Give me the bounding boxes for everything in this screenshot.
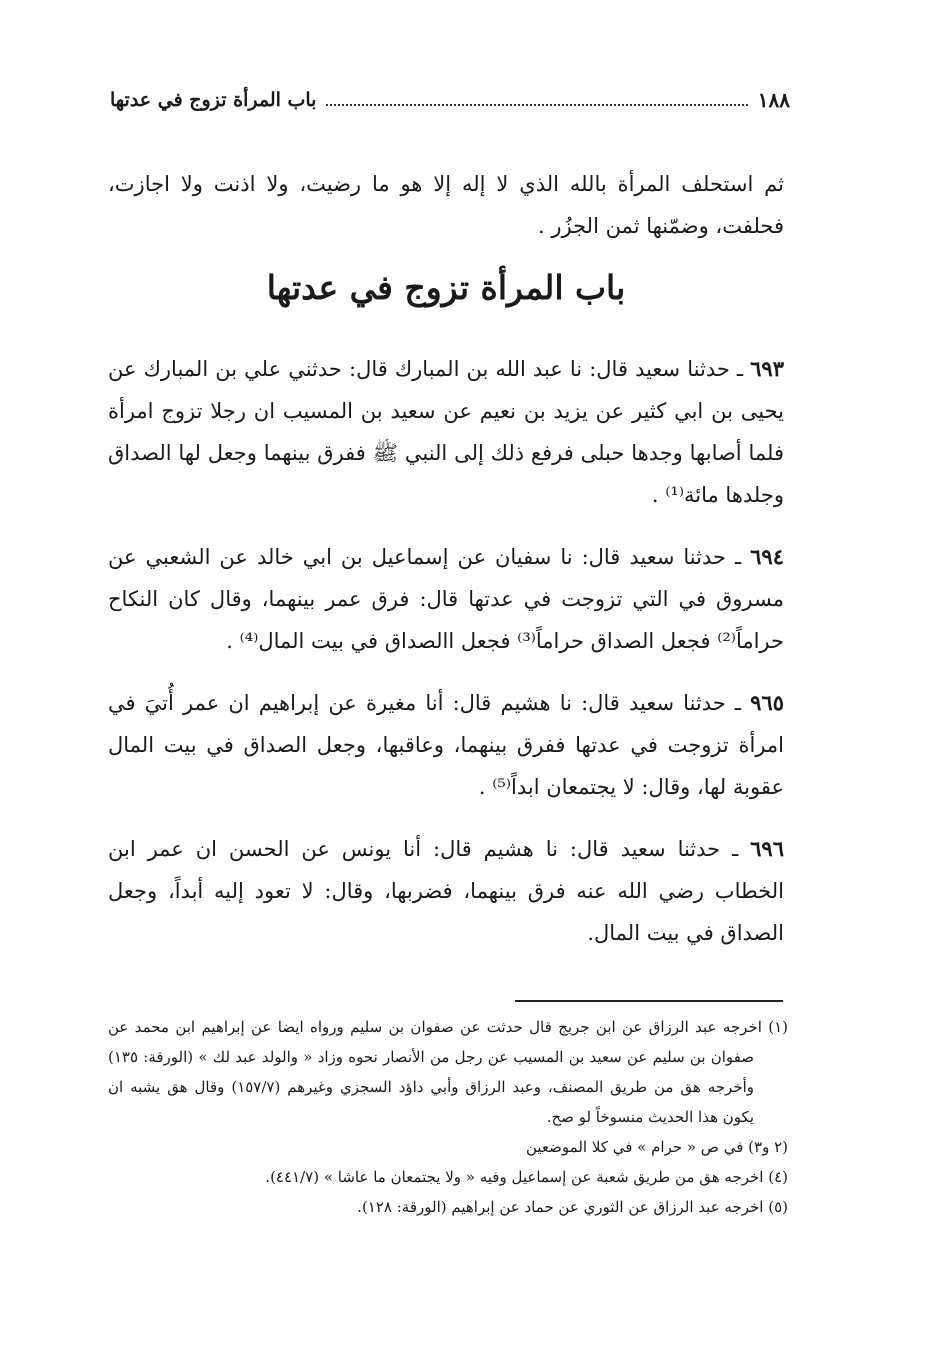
- hadith-paragraph: [108, 348, 784, 516]
- hadith-paragraph: [108, 682, 784, 808]
- running-header-title: باب المرأة تزوج في عدتها: [110, 89, 317, 111]
- hadith-dash: ـ: [720, 837, 739, 861]
- hadith-dash: ـ: [729, 357, 744, 381]
- hadith-number: ٩٦٥: [750, 690, 784, 715]
- hadith-number: ٦٩٦: [750, 836, 784, 861]
- footnote: (٥) اخرجه عبد الرزاق عن الثوري عن حماد عن إبراهيم (الورقة: ١٢٨).: [357, 1198, 788, 1216]
- hadith-text: حدثنا سعيد قال: نا سفيان عن إسماعيل بن ابي خالد عن الشعبي عن مسروق في التي تزوجت في عدتها قال: فرق عمر بينهما، وقال كان النكاح حراماً⁽²⁾ فجعل الصداق حراماً⁽³⁾ فجعل االصداق في بيت المال⁽⁴⁾ .: [108, 545, 784, 653]
- hadith-dash: ـ: [725, 691, 742, 715]
- footnote-divider: [515, 1000, 783, 1002]
- hadith-list: [108, 348, 784, 974]
- hadith-paragraph: [108, 536, 784, 662]
- intro-paragraph: ثم استحلف المرأة بالله الذي لا إله إلا هو ما رضيت، ولا اذنت ولا اجازت، فحلفت، وضمّنها ثمن الجزُر .: [108, 172, 784, 238]
- footnote: (٢ و٣) في ص « حرام » في كلا الموضعين: [525, 1138, 788, 1156]
- hadith-text: حدثنا سعيد قال: نا هشيم قال: أنا مغيرة عن إبراهيم ان عمر أُتيَ في امرأة تزوجت في عدتها ففرق بينهما، وعاقبها، وجعل الصداق في بيت المال عقوبة لها، وقال: لا يجتمعان ابداً⁽⁵⁾ .: [108, 691, 784, 799]
- hadith-number: ٦٩٤: [750, 544, 784, 569]
- running-header: [110, 82, 790, 118]
- footnote: (١) اخرجه عبد الرزاق عن ابن جريج قال حدثت عن صفوان بن سليم ورواه ايضا عن إبراهيم ابن محمد عن صفوان بن سليم عن سعيد بن المسيب عن رجل من الأنصار نحوه وزاد « والولد عبد لك » (الورقة: ١٣٥) وأخرجه هق من طريق المصنف، وعبد الرزاق وأبي داؤد السجزي وغيرهم (١٥٧/٧) وقال هق يشبه ان يكون هذا الحديث منسوخاً لو صح.: [108, 1018, 788, 1126]
- hadith-text: حدثنا سعيد قال: نا هشيم قال: أنا يونس عن الحسن ان عمر ابن الخطاب رضي الله عنه فرق بينهما، فضربها، وقال: لا تعود إليه أبداً، وجعل الصداق في بيت المال.: [108, 837, 784, 945]
- chapter-title: باب المرأة تزوج في عدتها: [266, 268, 626, 307]
- hadith-text: حدثنا سعيد قال: نا عبد الله بن المبارك قال: حدثني علي بن المبارك عن يحيى بن ابي كثير عن يزيد بن نعيم عن سعيد بن المسيب ان رجلا تزوج امرأة فلما أصابها وجدها حبلى فرفع ذلك إلى النبي ﷺ ففرق بينهما وجعل لها الصداق وجلدها مائة⁽¹⁾ .: [108, 357, 784, 507]
- dotted-leader: [326, 104, 747, 106]
- hadith-number: ٦٩٣: [750, 356, 784, 381]
- hadith-dash: ـ: [726, 545, 742, 569]
- page-number: ١٨٨: [757, 88, 790, 112]
- footnote: (٤) اخرجه هق من طريق شعبة عن إسماعيل وفيه « ولا يجتمعان ما عاشا » (٤٤١/٧).: [265, 1168, 788, 1186]
- hadith-paragraph: [108, 828, 784, 954]
- footnotes: [108, 1012, 788, 1222]
